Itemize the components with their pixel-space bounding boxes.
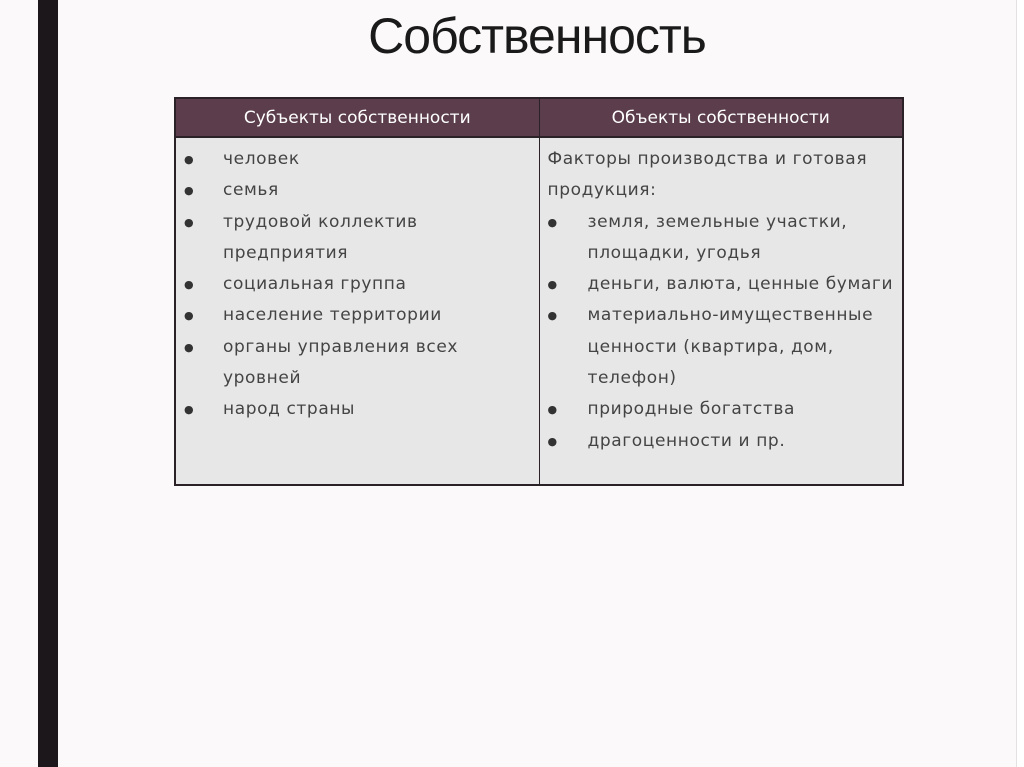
list-item-text: человек xyxy=(223,149,300,169)
bullet-icon: ● xyxy=(547,434,558,448)
list-item-text: население территории xyxy=(223,305,442,326)
header-subjects: Субъекты собственности xyxy=(175,98,539,137)
list-item xyxy=(176,300,539,331)
list-item-text: драгоценности и пр. xyxy=(587,430,786,451)
list-item-text: народ страны xyxy=(223,399,356,420)
left-accent-bar xyxy=(38,0,58,767)
objects-cell xyxy=(539,137,903,485)
list-item xyxy=(540,269,903,300)
bullet-icon: ● xyxy=(184,153,195,166)
list-item xyxy=(540,207,903,270)
list-item xyxy=(176,175,539,206)
objects-list xyxy=(540,207,903,457)
bullet-icon: ● xyxy=(184,340,195,354)
bullet-icon: ● xyxy=(184,309,195,323)
list-item-text: органы управления всех уровней xyxy=(223,336,459,389)
list-item-text: материально-имущественные ценности (квартира, дом, телефон) xyxy=(587,305,874,389)
list-item xyxy=(176,332,539,395)
subjects-list xyxy=(176,144,539,426)
bullet-icon: ● xyxy=(547,309,558,323)
list-item xyxy=(176,394,539,425)
bullet-icon: ● xyxy=(184,215,195,229)
list-item xyxy=(540,300,903,394)
slide-title: Собственность xyxy=(368,8,706,64)
list-item xyxy=(176,144,539,175)
bullet-icon: ● xyxy=(547,278,558,292)
bullet-icon: ● xyxy=(184,278,195,292)
list-item-text: деньги, валюта, ценные бумаги xyxy=(587,274,894,295)
table-header-row xyxy=(175,98,903,137)
header-objects: Объекты собственности xyxy=(539,98,903,137)
list-item xyxy=(540,426,903,457)
bullet-icon: ● xyxy=(184,184,195,198)
bullet-icon: ● xyxy=(184,403,195,417)
table-body-row xyxy=(175,137,903,485)
list-item xyxy=(176,269,539,300)
subjects-cell xyxy=(175,137,539,485)
ownership-table xyxy=(174,97,904,486)
right-edge-strip xyxy=(1016,0,1024,767)
list-item xyxy=(176,207,539,270)
list-item-text: социальная группа xyxy=(223,274,407,295)
bullet-icon: ● xyxy=(547,403,558,417)
bullet-icon: ● xyxy=(547,215,558,229)
list-item-text: земля, земельные участки, площадки, угодья xyxy=(587,211,848,263)
list-item xyxy=(540,394,903,425)
list-item-text: трудовой коллектив предприятия xyxy=(223,211,418,263)
objects-intro: Факторы производства и готовая продукция: xyxy=(547,149,868,201)
list-item-text: семья xyxy=(223,180,279,201)
list-item-text: природные богатства xyxy=(587,399,796,420)
